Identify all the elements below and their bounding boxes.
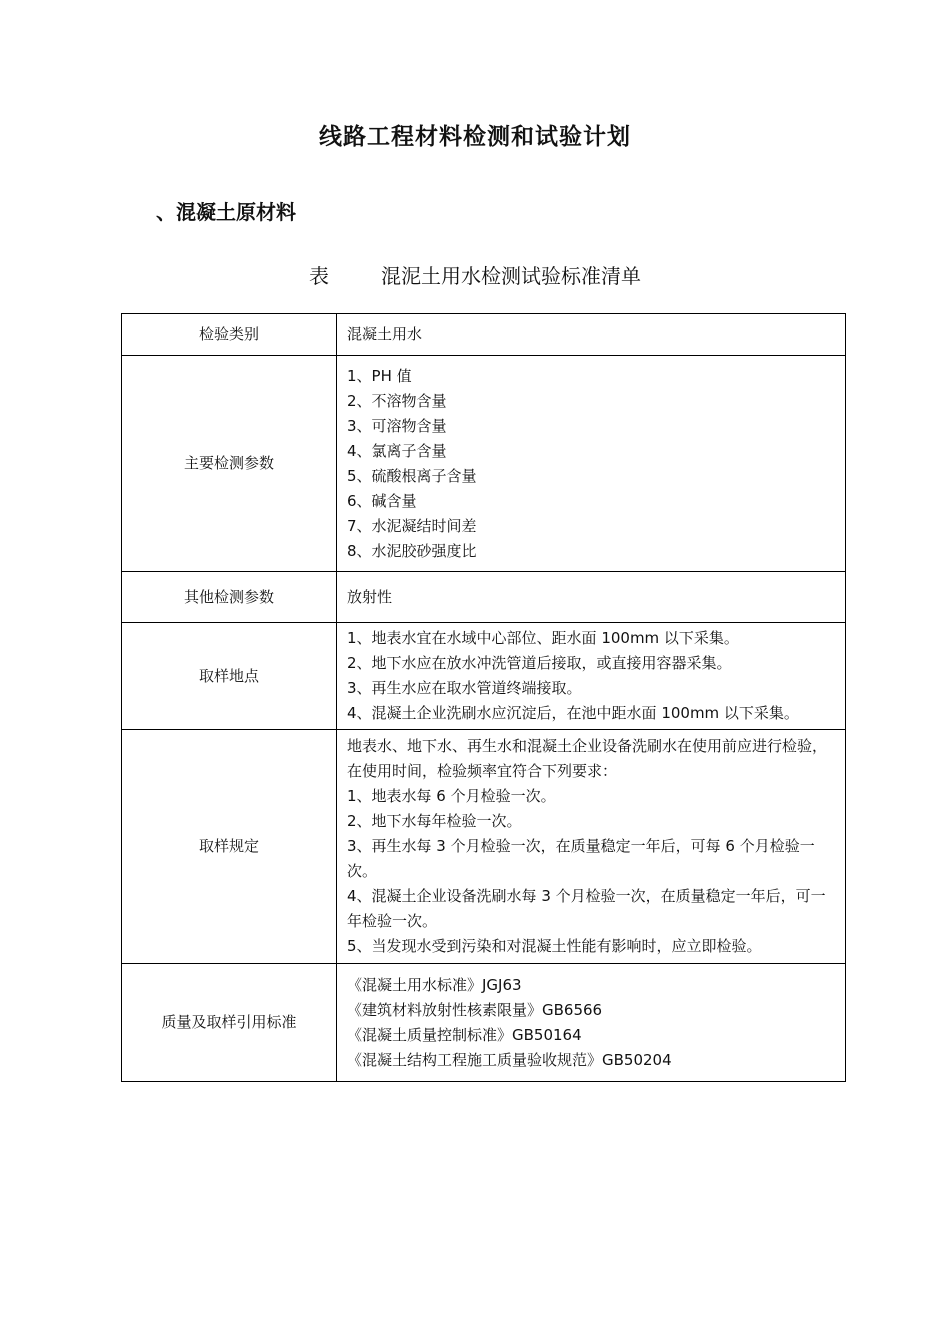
content-line: 《混凝土用水标准》JGJ63 [347,975,522,994]
table-row-reference-standards [122,964,846,1082]
table-row-inspection-category [122,314,846,356]
content-paragraph: 5、当发现水受到污染和对混凝土性能有影响时，应立即检验。 [347,937,762,955]
content-line: 2、不溶物含量 [347,391,447,410]
row-label: 其他检测参数 [122,572,337,623]
table-caption-prefix: 表 [309,264,329,288]
content-paragraph: 2、地下水每年检验一次。 [347,812,522,830]
row-label: 检验类别 [122,314,337,356]
content-line: 8、水泥胶砂强度比 [347,541,477,560]
document-title: 线路工程材料检测和试验计划 [319,124,631,150]
row-content [337,623,846,730]
content-line: 7、水泥凝结时间差 [347,516,477,535]
content-paragraph: 3、再生水每 3 个月检验一次，在质量稳定一年后，可每 6 个月检验一次。 [347,837,815,880]
row-content [337,964,846,1082]
content-line: 4、氯离子含量 [347,441,447,460]
content-line: 1、PH 值 [347,366,412,385]
table-row-main-parameters [122,356,846,572]
content-line: 混凝土用水 [347,325,423,343]
content-line: 5、硫酸根离子含量 [347,466,477,485]
standards-table [121,313,846,1082]
content-line: 3、再生水应在取水管道终端接取。 [347,679,582,697]
content-line: 《混凝土结构工程施工质量验收规范》GB50204 [347,1050,672,1069]
table-row-sampling-location [122,623,846,730]
row-content [337,572,846,623]
content-paragraph: 1、地表水每 6 个月检验一次。 [347,787,556,805]
table-caption-text: 混泥土用水检测试验标准清单 [381,264,641,288]
row-label: 取样规定 [122,730,337,964]
row-content [337,314,846,356]
row-content [337,730,846,964]
content-paragraph: 地表水、地下水、再生水和混凝土企业设备洗刷水在使用前应进行检验，在使用时间，检验频率宜符合下列要求： [347,737,828,780]
row-content [337,356,846,572]
table-caption [0,260,950,289]
section-heading: 、混凝土原材料 [156,200,296,224]
table-row-sampling-rules [122,730,846,964]
row-label: 质量及取样引用标准 [122,964,337,1082]
content-line: 1、地表水宜在水域中心部位、距水面 100mm 以下采集。 [347,629,739,647]
content-line: 6、碱含量 [347,491,417,510]
content-line: 3、可溶物含量 [347,416,447,435]
content-line: 《混凝土质量控制标准》GB50164 [347,1025,582,1044]
row-label: 取样地点 [122,623,337,730]
content-paragraph: 4、混凝土企业设备洗刷水每 3 个月检验一次，在质量稳定一年后，可一年检验一次。 [347,887,826,930]
content-line: 《建筑材料放射性核素限量》GB6566 [347,1000,603,1019]
content-line: 4、混凝土企业洗刷水应沉淀后，在池中距水面 100mm 以下采集。 [347,704,799,722]
content-line: 放射性 [347,587,393,606]
row-label: 主要检测参数 [122,356,337,572]
table-row-other-parameters [122,572,846,623]
content-line: 2、地下水应在放水冲洗管道后接取，或直接用容器采集。 [347,654,732,672]
